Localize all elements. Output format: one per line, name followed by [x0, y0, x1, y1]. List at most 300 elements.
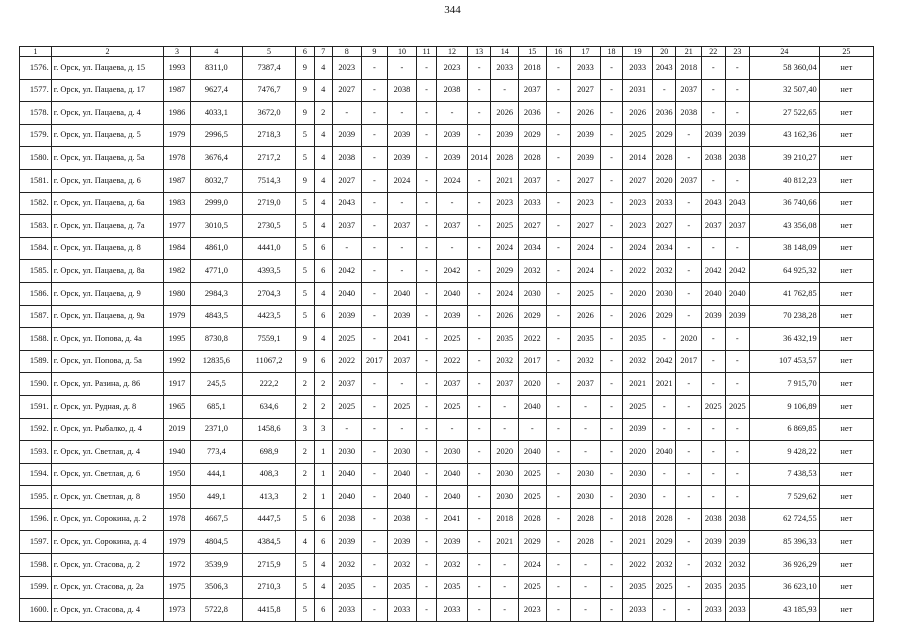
table-cell: 6 — [314, 599, 332, 622]
table-cell: 2029 — [652, 531, 676, 554]
table-cell: 2024 — [519, 554, 547, 577]
table-cell: - — [676, 305, 702, 328]
table-cell: - — [600, 192, 623, 215]
table-cell: 773,4 — [190, 441, 242, 464]
table-cell: - — [467, 531, 491, 554]
table-cell: - — [467, 305, 491, 328]
table-cell: - — [416, 373, 436, 396]
table-cell: - — [725, 328, 750, 351]
table-cell: 2039 — [571, 124, 601, 147]
column-number-7: 7 — [314, 47, 332, 57]
table-cell: - — [600, 79, 623, 102]
table-cell: 4033,1 — [190, 102, 242, 125]
table-cell: 2025 — [491, 215, 519, 238]
table-cell: - — [571, 599, 601, 622]
table-cell: 2025 — [519, 576, 547, 599]
table-cell: 2030 — [571, 463, 601, 486]
table-cell: - — [571, 395, 601, 418]
table-cell: 2027 — [652, 215, 676, 238]
table-cell: 2033 — [652, 192, 676, 215]
address-cell: г. Орск, ул. Пацаева, д. 17 — [51, 79, 164, 102]
table-cell: 685,1 — [190, 395, 242, 418]
table-cell: - — [467, 508, 491, 531]
table-cell: 2029 — [519, 531, 547, 554]
table-cell: - — [600, 350, 623, 373]
address-cell: г. Орск, ул. Разина, д. 86 — [51, 373, 164, 396]
column-number-23: 23 — [725, 47, 750, 57]
table-cell: - — [467, 554, 491, 577]
table-cell: - — [416, 282, 436, 305]
table-cell: 245,5 — [190, 373, 242, 396]
table-cell: 2039 — [725, 124, 750, 147]
table-cell: 2718,3 — [242, 124, 295, 147]
table-row — [20, 79, 874, 102]
table-cell: - — [676, 147, 702, 170]
table-cell: - — [702, 79, 726, 102]
table-cell: нет — [819, 373, 873, 396]
table-cell: - — [702, 237, 726, 260]
table-cell: 2039 — [437, 531, 468, 554]
table-cell: 1458,6 — [242, 418, 295, 441]
table-cell: - — [332, 102, 361, 125]
table-cell: 9 — [296, 350, 314, 373]
table-cell: 4771,0 — [190, 260, 242, 283]
table-cell: - — [361, 463, 388, 486]
table-cell: - — [388, 237, 417, 260]
table-cell: 2026 — [623, 102, 653, 125]
table-cell: 2035 — [623, 576, 653, 599]
table-cell: - — [546, 373, 571, 396]
table-cell: - — [600, 57, 623, 80]
row-number: 1587. — [20, 305, 52, 328]
column-number-17: 17 — [571, 47, 601, 57]
table-cell: 2039 — [332, 531, 361, 554]
column-number-18: 18 — [600, 47, 623, 57]
table-cell: - — [437, 102, 468, 125]
table-cell: 2020 — [623, 282, 653, 305]
table-cell: 2032 — [652, 260, 676, 283]
row-number: 1581. — [20, 169, 52, 192]
table-cell: нет — [819, 395, 873, 418]
column-number-10: 10 — [388, 47, 417, 57]
table-row — [20, 373, 874, 396]
table-cell: - — [600, 282, 623, 305]
table-cell: 2039 — [388, 531, 417, 554]
table-cell: 2033 — [519, 192, 547, 215]
table-cell: - — [416, 395, 436, 418]
table-cell: 2040 — [388, 282, 417, 305]
table-cell: 2043 — [702, 192, 726, 215]
row-number: 1592. — [20, 418, 52, 441]
table-cell: 2032 — [388, 554, 417, 577]
table-cell: - — [676, 508, 702, 531]
table-cell: - — [416, 508, 436, 531]
table-cell: 4861,0 — [190, 237, 242, 260]
address-cell: г. Орск, ул. Пацаева, д. 6 — [51, 169, 164, 192]
table-cell: 2021 — [652, 373, 676, 396]
table-cell: 2025 — [437, 395, 468, 418]
table-cell: 444,1 — [190, 463, 242, 486]
table-cell: 2038 — [388, 79, 417, 102]
table-cell: - — [361, 102, 388, 125]
table-cell: 2040 — [519, 441, 547, 464]
table-row — [20, 328, 874, 351]
table-cell: 64 925,32 — [750, 260, 820, 283]
table-cell: - — [519, 418, 547, 441]
table-cell: - — [676, 554, 702, 577]
table-cell: - — [491, 79, 519, 102]
table-cell: - — [725, 373, 750, 396]
table-cell: 7514,3 — [242, 169, 295, 192]
table-cell: 1980 — [164, 282, 191, 305]
table-cell: - — [600, 169, 623, 192]
table-cell: - — [491, 418, 519, 441]
table-cell: - — [361, 124, 388, 147]
table-cell: 2029 — [652, 305, 676, 328]
row-number: 1593. — [20, 441, 52, 464]
table-cell: 2021 — [623, 531, 653, 554]
table-cell: 4 — [314, 282, 332, 305]
column-number-25: 25 — [819, 47, 873, 57]
table-cell: - — [416, 169, 436, 192]
table-cell: нет — [819, 576, 873, 599]
address-cell: г. Орск, ул. Рудная, д. 8 — [51, 395, 164, 418]
table-cell: 2040 — [652, 441, 676, 464]
table-row — [20, 237, 874, 260]
table-cell: - — [416, 124, 436, 147]
table-cell: - — [361, 282, 388, 305]
table-cell: - — [676, 441, 702, 464]
table-cell: 2024 — [571, 260, 601, 283]
table-cell: - — [676, 463, 702, 486]
table-cell: 1978 — [164, 147, 191, 170]
table-cell: 2028 — [491, 147, 519, 170]
table-cell: - — [361, 237, 388, 260]
table-cell: - — [416, 215, 436, 238]
table-cell: - — [388, 418, 417, 441]
table-cell: 2030 — [571, 486, 601, 509]
table-cell: - — [467, 192, 491, 215]
table-cell: 5 — [296, 192, 314, 215]
row-number: 1576. — [20, 57, 52, 80]
table-cell: 4447,5 — [242, 508, 295, 531]
table-cell: 9 — [296, 102, 314, 125]
table-cell: 4393,5 — [242, 260, 295, 283]
table-cell: 2038 — [725, 508, 750, 531]
table-cell: 1940 — [164, 441, 191, 464]
table-cell: - — [467, 441, 491, 464]
table-cell: 2039 — [332, 305, 361, 328]
table-cell: 5 — [296, 282, 314, 305]
address-cell: г. Орск, ул. Попова, д. 4а — [51, 328, 164, 351]
table-cell: 2025 — [519, 486, 547, 509]
table-row — [20, 169, 874, 192]
table-cell: 2018 — [676, 57, 702, 80]
table-cell: 2037 — [437, 215, 468, 238]
table-cell: - — [600, 237, 623, 260]
table-cell: - — [546, 79, 571, 102]
table-cell: - — [702, 57, 726, 80]
table-cell: - — [725, 463, 750, 486]
table-cell: - — [361, 441, 388, 464]
table-cell: - — [546, 237, 571, 260]
address-cell: г. Орск, ул. Светлая, д. 8 — [51, 486, 164, 509]
table-cell: - — [437, 237, 468, 260]
table-cell: 2018 — [623, 508, 653, 531]
table-cell: - — [416, 328, 436, 351]
table-cell: нет — [819, 486, 873, 509]
table-cell: 2030 — [332, 441, 361, 464]
address-cell: г. Орск, ул. Светлая, д. 6 — [51, 463, 164, 486]
table-cell: - — [676, 124, 702, 147]
table-cell: 2035 — [725, 576, 750, 599]
table-cell: 2040 — [437, 463, 468, 486]
table-cell: 2984,3 — [190, 282, 242, 305]
table-cell: - — [467, 79, 491, 102]
table-cell: 2018 — [491, 508, 519, 531]
table-cell: 2027 — [623, 169, 653, 192]
table-cell: нет — [819, 79, 873, 102]
table-cell: - — [546, 260, 571, 283]
table-cell: 2020 — [652, 169, 676, 192]
table-cell: 2023 — [332, 57, 361, 80]
table-cell: нет — [819, 531, 873, 554]
table-cell: - — [702, 418, 726, 441]
table-cell: 2025 — [332, 395, 361, 418]
table-cell: - — [416, 486, 436, 509]
table-cell: 2025 — [623, 395, 653, 418]
table-cell: 2030 — [491, 486, 519, 509]
table-cell: 5 — [296, 124, 314, 147]
table-cell: - — [702, 441, 726, 464]
table-cell: - — [361, 531, 388, 554]
table-cell: - — [361, 169, 388, 192]
table-cell: - — [676, 282, 702, 305]
table-cell: - — [676, 418, 702, 441]
table-cell: 2030 — [623, 463, 653, 486]
table-cell: - — [467, 237, 491, 260]
table-cell: 43 356,08 — [750, 215, 820, 238]
table-cell: 2034 — [519, 237, 547, 260]
table-cell: 2026 — [491, 305, 519, 328]
table-cell: 1965 — [164, 395, 191, 418]
table-cell: - — [546, 305, 571, 328]
table-cell: 2039 — [437, 147, 468, 170]
address-cell: г. Орск, ул. Пацаева, д. 5а — [51, 147, 164, 170]
table-cell: 2038 — [702, 147, 726, 170]
table-cell: 7 529,62 — [750, 486, 820, 509]
table-cell: 2037 — [332, 373, 361, 396]
table-cell: - — [467, 418, 491, 441]
table-cell: - — [416, 441, 436, 464]
table-cell: - — [546, 282, 571, 305]
address-cell: г. Орск, ул. Пацаева, д. 8 — [51, 237, 164, 260]
table-cell: 2017 — [676, 350, 702, 373]
table-cell: 2029 — [491, 260, 519, 283]
table-cell: - — [600, 147, 623, 170]
table-cell: - — [600, 576, 623, 599]
table-cell: - — [416, 305, 436, 328]
table-cell: - — [725, 237, 750, 260]
table-cell: - — [416, 418, 436, 441]
table-cell: 2023 — [491, 192, 519, 215]
table-cell: 2717,2 — [242, 147, 295, 170]
table-cell: - — [546, 576, 571, 599]
table-cell: 2040 — [332, 486, 361, 509]
table-cell: - — [702, 328, 726, 351]
table-cell: - — [600, 599, 623, 622]
table-cell: 2032 — [519, 260, 547, 283]
table-cell: - — [546, 441, 571, 464]
table-cell: - — [676, 260, 702, 283]
table-cell: - — [725, 57, 750, 80]
table-cell: 9 — [296, 57, 314, 80]
table-cell: - — [725, 441, 750, 464]
address-cell: г. Орск, ул. Попова, д. 5а — [51, 350, 164, 373]
table-cell: 3 — [296, 418, 314, 441]
table-cell: 9 428,22 — [750, 441, 820, 464]
table-cell: 2715,9 — [242, 554, 295, 577]
table-cell: 2036 — [652, 102, 676, 125]
table-cell: 2032 — [725, 554, 750, 577]
table-cell: - — [546, 192, 571, 215]
table-cell: 2042 — [652, 350, 676, 373]
table-cell: 2017 — [519, 350, 547, 373]
table-cell: 2 — [314, 373, 332, 396]
table-cell: 6 — [314, 260, 332, 283]
table-row — [20, 260, 874, 283]
table-cell: - — [600, 328, 623, 351]
address-cell: г. Орск, ул. Сорокина, д. 4 — [51, 531, 164, 554]
table-cell: - — [332, 418, 361, 441]
row-number: 1590. — [20, 373, 52, 396]
table-cell: 107 453,57 — [750, 350, 820, 373]
column-number-12: 12 — [437, 47, 468, 57]
table-cell: 4667,5 — [190, 508, 242, 531]
table-cell: 62 724,55 — [750, 508, 820, 531]
table-cell: 3672,0 — [242, 102, 295, 125]
table-cell: нет — [819, 328, 873, 351]
table-cell: - — [361, 486, 388, 509]
table-cell: 2030 — [437, 441, 468, 464]
table-cell: 2038 — [702, 508, 726, 531]
table-row — [20, 147, 874, 170]
table-cell: 2033 — [725, 599, 750, 622]
table-cell: 2018 — [519, 57, 547, 80]
row-number: 1597. — [20, 531, 52, 554]
table-cell: нет — [819, 102, 873, 125]
table-cell: 2033 — [702, 599, 726, 622]
table-cell: 4 — [296, 531, 314, 554]
table-cell: - — [571, 418, 601, 441]
table-cell: 2730,5 — [242, 215, 295, 238]
table-cell: - — [388, 373, 417, 396]
table-cell: 7 915,70 — [750, 373, 820, 396]
table-cell: - — [361, 79, 388, 102]
address-cell: г. Орск, ул. Пацаева, д. 9 — [51, 282, 164, 305]
table-cell: 9 — [296, 79, 314, 102]
table-cell: 2029 — [652, 124, 676, 147]
table-cell: нет — [819, 124, 873, 147]
table-cell: 1986 — [164, 102, 191, 125]
table-cell: 2039 — [437, 305, 468, 328]
table-cell: 8730,8 — [190, 328, 242, 351]
table-cell: 2037 — [725, 215, 750, 238]
row-number: 1600. — [20, 599, 52, 622]
table-row — [20, 215, 874, 238]
table-cell: 1987 — [164, 79, 191, 102]
table-cell: 2025 — [623, 124, 653, 147]
table-cell: 2024 — [571, 237, 601, 260]
table-cell: 70 238,28 — [750, 305, 820, 328]
row-number: 1582. — [20, 192, 52, 215]
table-cell: - — [600, 305, 623, 328]
table-cell: 1977 — [164, 215, 191, 238]
table-cell: - — [437, 418, 468, 441]
table-cell: 2033 — [571, 57, 601, 80]
table-cell: - — [546, 124, 571, 147]
table-cell: - — [491, 599, 519, 622]
table-cell: 5 — [296, 147, 314, 170]
table-cell: - — [491, 554, 519, 577]
table-cell: 4384,5 — [242, 531, 295, 554]
table-cell: 1992 — [164, 350, 191, 373]
table-cell: 85 396,33 — [750, 531, 820, 554]
table-cell: 1950 — [164, 486, 191, 509]
table-cell: 2024 — [623, 237, 653, 260]
table-cell: - — [702, 486, 726, 509]
column-number-5: 5 — [242, 47, 295, 57]
table-cell: 4 — [314, 192, 332, 215]
table-cell: - — [676, 373, 702, 396]
table-cell: 5 — [296, 215, 314, 238]
table-cell: 2023 — [571, 192, 601, 215]
table-cell: 2026 — [491, 102, 519, 125]
table-cell: 2024 — [491, 282, 519, 305]
table-cell: 36 623,10 — [750, 576, 820, 599]
table-cell: 2030 — [388, 441, 417, 464]
address-cell: г. Орск, ул. Пацаева, д. 8а — [51, 260, 164, 283]
table-cell: 2704,3 — [242, 282, 295, 305]
table-cell: - — [416, 350, 436, 373]
table-cell: 12835,6 — [190, 350, 242, 373]
table-cell: - — [361, 576, 388, 599]
address-cell: г. Орск, ул. Пацаева, д. 9а — [51, 305, 164, 328]
table-cell: 2039 — [332, 124, 361, 147]
table-cell: - — [600, 395, 623, 418]
table-cell: 2037 — [491, 373, 519, 396]
table-cell: нет — [819, 169, 873, 192]
table-cell: - — [676, 599, 702, 622]
table-cell: - — [546, 57, 571, 80]
table-cell: - — [491, 576, 519, 599]
table-cell: 9 — [296, 328, 314, 351]
table-cell: 9 106,89 — [750, 395, 820, 418]
table-cell: - — [467, 169, 491, 192]
table-cell: 2037 — [702, 215, 726, 238]
table-cell: - — [600, 508, 623, 531]
table-cell: 2028 — [652, 508, 676, 531]
table-cell: - — [702, 373, 726, 396]
row-number: 1584. — [20, 237, 52, 260]
table-cell: - — [361, 215, 388, 238]
table-cell: - — [571, 576, 601, 599]
housing-registry-table — [19, 46, 874, 622]
table-cell: 1984 — [164, 237, 191, 260]
table-cell: 5 — [296, 237, 314, 260]
table-cell: - — [467, 124, 491, 147]
table-cell: 2038 — [332, 508, 361, 531]
